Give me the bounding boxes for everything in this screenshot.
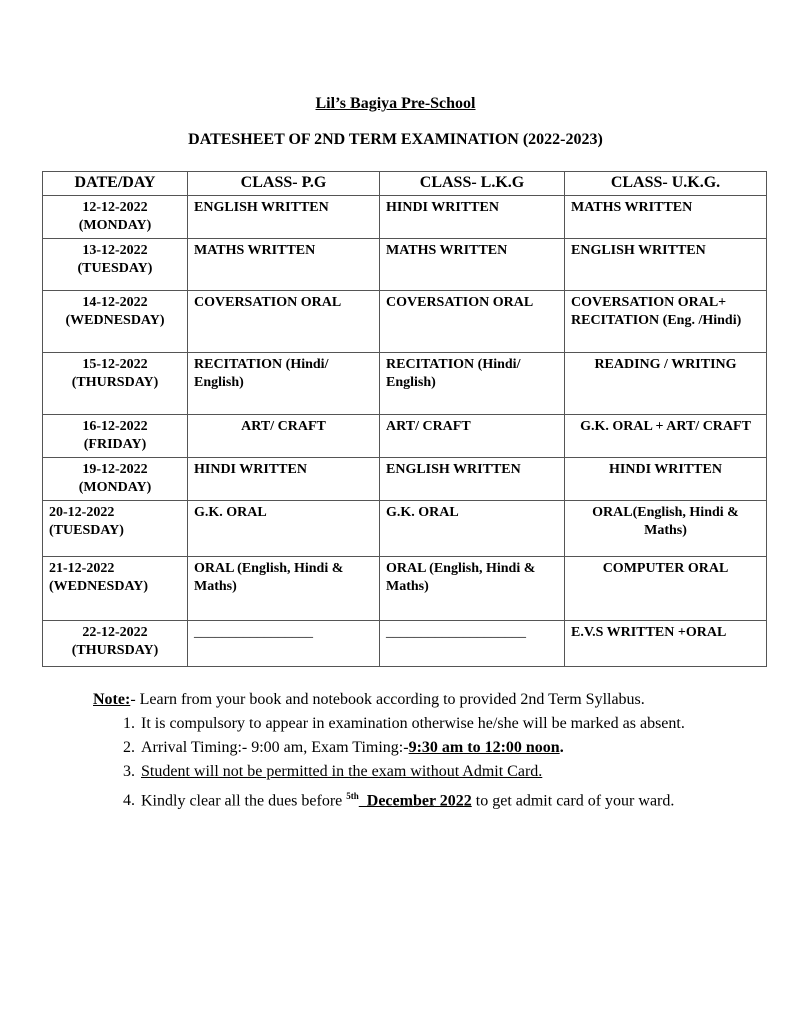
pg-cell: ART/ CRAFT	[188, 415, 380, 458]
ukg-cell: G.K. ORAL + ART/ CRAFT	[565, 415, 767, 458]
column-header-date: DATE/DAY	[43, 172, 188, 196]
datesheet-table	[42, 171, 767, 667]
lkg-cell: COVERSATION ORAL	[380, 291, 565, 353]
list-item	[139, 736, 693, 760]
table-row	[43, 239, 767, 291]
day: (MONDAY)	[78, 218, 152, 233]
date-cell	[43, 291, 188, 353]
column-header-ukg: CLASS- U.K.G.	[565, 172, 767, 196]
table-row	[43, 291, 767, 353]
date-cell	[43, 239, 188, 291]
note-label: Note:	[93, 691, 131, 708]
page-title: DATESHEET OF 2ND TERM EXAMINATION (2022-2023)	[188, 131, 603, 148]
ukg-cell: MATHS WRITTEN	[565, 196, 767, 239]
dues-text: Kindly clear all the dues before	[141, 792, 347, 810]
day: (WEDNESDAY)	[65, 313, 165, 328]
table-row	[43, 353, 767, 415]
ukg-cell: ENGLISH WRITTEN	[565, 239, 767, 291]
date-cell	[43, 458, 188, 501]
list-item: 1. It is compulsory to appear in examination otherwise he/she will be marked as absent.	[139, 712, 693, 736]
lkg-cell: RECITATION (Hindi/ English)	[380, 353, 565, 415]
pg-cell: ENGLISH WRITTEN	[188, 196, 380, 239]
ukg-cell: COMPUTER ORAL	[565, 557, 767, 621]
date: 22-12-2022	[82, 625, 148, 640]
date: 20-12-2022	[49, 505, 115, 520]
lkg-cell: HINDI WRITTEN	[380, 196, 565, 239]
column-header-lkg: CLASS- L.K.G	[380, 172, 565, 196]
note-list	[93, 712, 693, 813]
date-cell	[43, 621, 188, 667]
date: 21-12-2022	[49, 561, 115, 576]
date: 15-12-2022	[82, 357, 148, 372]
day: (FRIDAY)	[83, 437, 147, 452]
table-row	[43, 196, 767, 239]
day: (THURSDAY)	[71, 375, 159, 390]
ukg-cell: ORAL(English, Hindi & Maths)	[565, 501, 767, 557]
date: 16-12-2022	[82, 419, 148, 434]
date-cell	[43, 353, 188, 415]
note-intro-text: - Learn from your book and notebook according to provided 2nd Term Syllabus.	[130, 691, 645, 708]
pg-cell: COVERSATION ORAL	[188, 291, 380, 353]
table-row	[43, 458, 767, 501]
date-cell	[43, 501, 188, 557]
table-row	[43, 621, 767, 667]
exam-timing-end: .	[559, 739, 564, 756]
day: (WEDNESDAY)	[49, 579, 149, 594]
pg-cell: RECITATION (Hindi/ English)	[188, 353, 380, 415]
date-cell	[43, 415, 188, 458]
date-cell	[43, 196, 188, 239]
school-name: Lil’s Bagiya Pre-School	[315, 95, 476, 112]
arrival-timing: Arrival Timing:- 9:00 am, Exam Timing:-	[141, 739, 409, 756]
day: (MONDAY)	[78, 480, 152, 495]
lkg-cell: ____________________	[380, 621, 565, 667]
date: 19-12-2022	[82, 462, 148, 477]
notes-section	[93, 688, 693, 813]
table-row	[43, 415, 767, 458]
date: 13-12-2022	[82, 243, 148, 258]
note-intro	[93, 688, 693, 712]
pg-cell: G.K. ORAL	[188, 501, 380, 557]
dues-text-end: to get admit card of your ward.	[471, 792, 675, 810]
date-cell	[43, 557, 188, 621]
day: (TUESDAY)	[77, 261, 153, 276]
lkg-cell: ART/ CRAFT	[380, 415, 565, 458]
pg-cell: ORAL (English, Hindi & Maths)	[188, 557, 380, 621]
column-header-pg: CLASS- P.G	[188, 172, 380, 196]
day: (THURSDAY)	[71, 643, 159, 658]
ukg-cell: COVERSATION ORAL+ RECITATION (Eng. /Hindi)	[565, 291, 767, 353]
lkg-cell: G.K. ORAL	[380, 501, 565, 557]
dues-date: December 2022	[358, 792, 472, 810]
day: (TUESDAY)	[49, 523, 124, 538]
date: 12-12-2022	[82, 200, 148, 215]
list-item: 3. Student will not be permitted in the exam without Admit Card.	[139, 760, 693, 784]
ukg-cell: READING / WRITING	[565, 353, 767, 415]
lkg-cell: MATHS WRITTEN	[380, 239, 565, 291]
pg-cell: _________________	[188, 621, 380, 667]
ukg-cell: HINDI WRITTEN	[565, 458, 767, 501]
pg-cell: MATHS WRITTEN	[188, 239, 380, 291]
exam-timing: 9:30 am to 12:00 noon	[408, 739, 560, 756]
date: 14-12-2022	[82, 295, 148, 310]
pg-cell: HINDI WRITTEN	[188, 458, 380, 501]
table-row	[43, 501, 767, 557]
lkg-cell: ORAL (English, Hindi & Maths)	[380, 557, 565, 621]
ukg-cell: E.V.S WRITTEN +ORAL	[565, 621, 767, 667]
list-item	[139, 784, 693, 813]
lkg-cell: ENGLISH WRITTEN	[380, 458, 565, 501]
table-header-row	[43, 172, 767, 196]
dues-date-sup: 5th	[346, 791, 359, 801]
table-row	[43, 557, 767, 621]
